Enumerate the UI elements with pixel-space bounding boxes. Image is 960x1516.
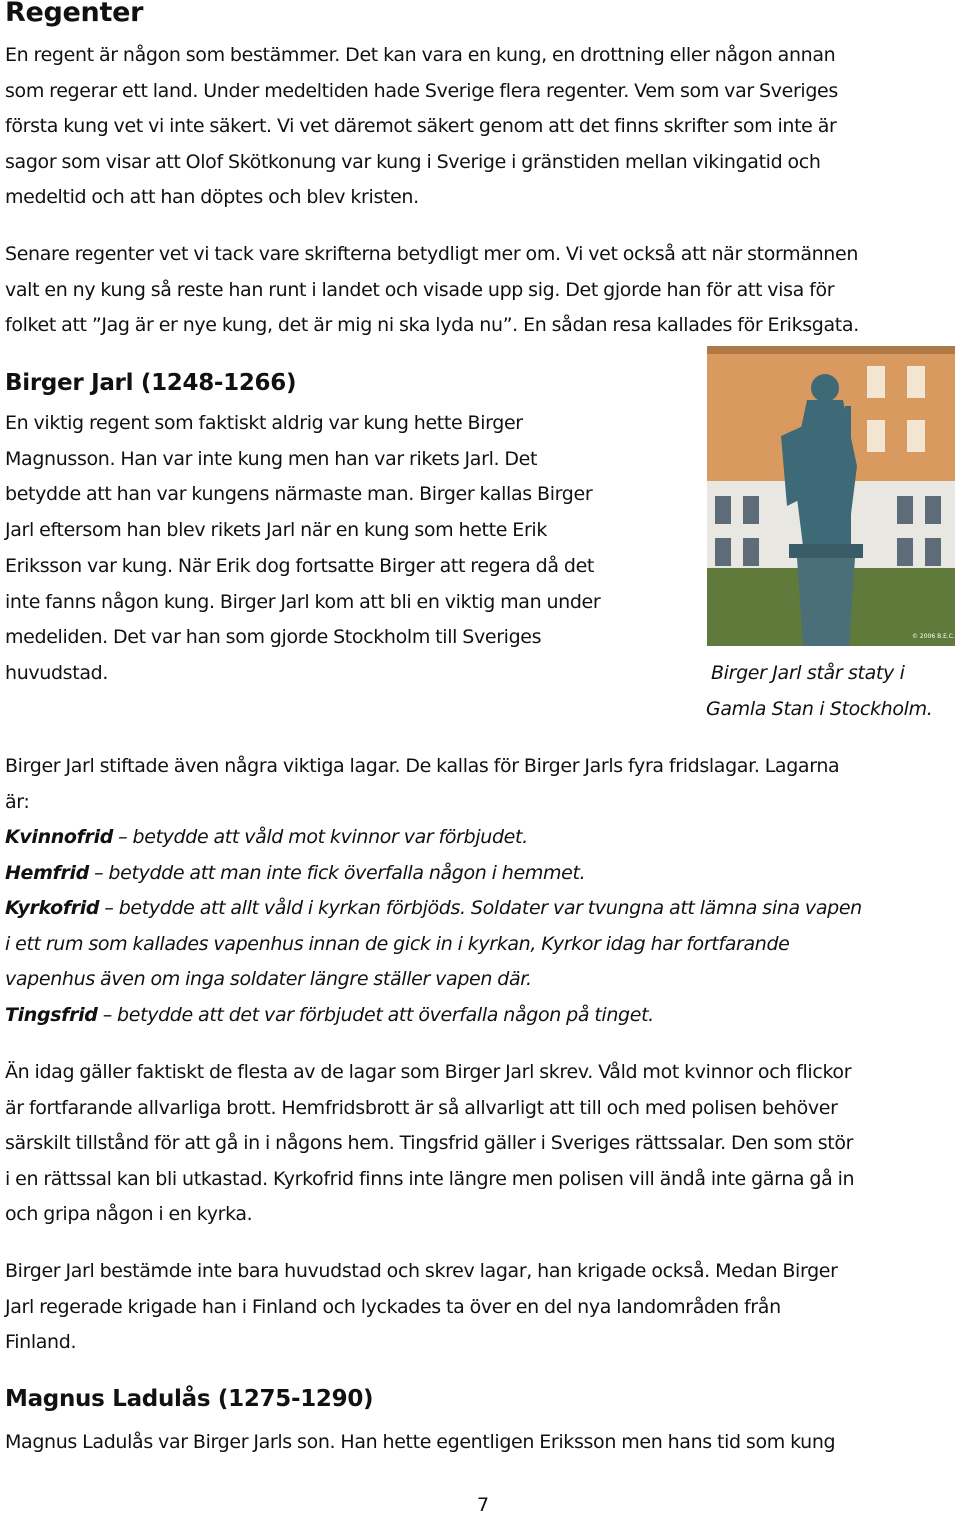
laws-intro-paragraph — [5, 749, 839, 820]
text-line: sagor som visar att Olof Skötkonung var kung i Sverige i gränstiden mellan vikingatid och — [5, 150, 821, 173]
law-text: – betydde att allt våld i kyrkan förbjöds. Soldater var tvungna att lämna sina vapen — [99, 897, 862, 919]
text-line: Än idag gäller faktiskt de flesta av de lagar som Birger Jarl skrev. Våld mot kvinnor och flickor — [5, 1061, 852, 1083]
text-line: betydde att han var kungens närmaste man. Birger kallas Birger — [5, 483, 593, 506]
war-paragraph — [5, 1254, 838, 1361]
text-line: Eriksson var kung. När Erik dog fortsatte Birger att regera då det — [5, 554, 595, 577]
law-text: i ett rum som kallades vapenhus innan de gick in i kyrkan, Kyrkor idag har fortfarande — [5, 932, 790, 955]
text-line: Senare regenter vet vi tack vare skrifterna betydligt mer om. Vi vet också att när stormännen — [5, 243, 859, 265]
magnus-ladulas-paragraph — [5, 1425, 835, 1461]
today-paragraph — [5, 1055, 854, 1233]
text-line: särskilt tillstånd för att gå in i någons hem. Tingsfrid gäller i Sveriges rättssalar. Den som stör — [5, 1132, 854, 1154]
law-item — [5, 998, 862, 1034]
text-line: Birger Jarl stiftade även några viktiga lagar. De kallas för Birger Jarls fyra fridslagar. Lagarna — [5, 755, 840, 777]
law-text: – betydde att det var förbjudet att överfalla någon på tinget. — [97, 1003, 654, 1026]
text-line: är fortfarande allvarliga brott. Hemfridsbrott är så allvarligt att till och med polisen behöver — [5, 1096, 838, 1119]
text-line: Finland. — [5, 1331, 77, 1353]
text-line: Magnus Ladulås var Birger Jarls son. Han hette egentligen Eriksson men hans tid som kung — [5, 1431, 836, 1453]
text-line: valt en ny kung så reste han runt i landet och visade upp sig. Det gjorde han för att visa för — [5, 278, 835, 301]
text-line: Magnusson. Han var inte kung men han var rikets Jarl. Det — [5, 447, 538, 470]
law-item — [5, 820, 862, 856]
law-text: – betydde att våld mot kvinnor var förbjudet. — [112, 826, 528, 848]
laws-list — [5, 820, 862, 1033]
later-regents-paragraph — [5, 237, 859, 344]
photo-caption — [706, 656, 932, 727]
magnus-ladulas-heading: Magnus Ladulås (1275-1290) — [5, 1386, 374, 1412]
law-term: Kyrkofrid — [5, 897, 100, 919]
photo-watermark: © 2006 B.E.C. — [912, 633, 955, 640]
page-number: 7 — [477, 1494, 490, 1516]
text-line: huvudstad. — [5, 661, 109, 684]
law-item — [5, 927, 862, 963]
law-item — [5, 962, 862, 998]
law-term: Hemfrid — [5, 861, 89, 884]
law-text: – betydde att man inte fick överfalla någon i hemmet. — [88, 861, 586, 884]
text-line: En regent är någon som bestämmer. Det kan vara en kung, en drottning eller någon annan — [5, 44, 836, 66]
text-line: Jarl eftersom han blev rikets Jarl när en kung som hette Erik — [5, 519, 547, 542]
text-line: medeliden. Det var han som gjorde Stockholm till Sveriges — [5, 626, 542, 649]
text-line: och gripa någon i en kyrka. — [5, 1203, 253, 1225]
text-line: i en rättssal kan bli utkastad. Kyrkofrid finns inte längre men polisen vill ändå inte gärna gå in — [5, 1167, 855, 1190]
law-item — [5, 856, 862, 892]
text-line: Birger Jarl bestämde inte bara huvudstad och skrev lagar, han krigade också. Medan Birger — [5, 1260, 838, 1282]
text-line: som regerar ett land. Under medeltiden hade Sverige flera regenter. Vem som var Sveriges — [5, 79, 838, 102]
text-line: folket att ”Jag är er nye kung, det är mig ni ska lyda nu”. En sådan resa kallades för Eriksgata. — [5, 314, 859, 336]
text-line: En viktig regent som faktiskt aldrig var kung hette Birger — [5, 412, 523, 434]
intro-paragraph — [5, 38, 838, 216]
birger-jarl-statue-photo — [707, 346, 955, 646]
law-item — [5, 891, 862, 927]
law-text: vapenhus även om inga soldater längre ställer vapen där. — [5, 968, 532, 990]
law-term: Tingsfrid — [5, 1003, 98, 1026]
text-line: medeltid och att han döptes och blev kristen. — [5, 186, 419, 208]
birger-jarl-paragraph — [5, 406, 600, 692]
caption-line: Gamla Stan i Stockholm. — [706, 697, 933, 720]
page-title: Regenter — [5, 0, 144, 28]
law-term: Kvinnofrid — [5, 826, 113, 848]
text-line: första kung vet vi inte säkert. Vi vet däremot säkert genom att det finns skrifter som inte är — [5, 115, 837, 137]
text-line: är: — [5, 790, 30, 813]
caption-line: Birger Jarl står staty i — [711, 662, 905, 684]
birger-jarl-heading: Birger Jarl (1248-1266) — [5, 370, 297, 396]
text-line: inte fanns någon kung. Birger Jarl kom att bli en viktig man under — [5, 590, 601, 613]
text-line: Jarl regerade krigade han i Finland och lyckades ta över en del nya landområden från — [5, 1295, 781, 1318]
statue-pedestal — [797, 558, 855, 646]
